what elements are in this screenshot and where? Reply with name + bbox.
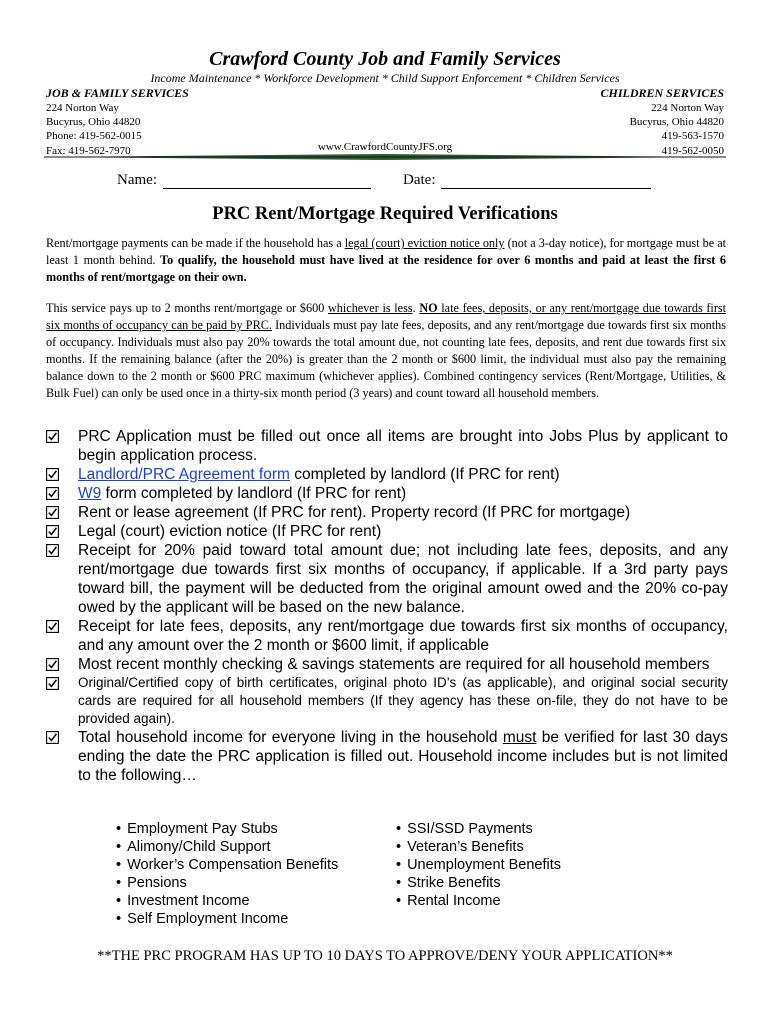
checkbox-checked-icon <box>46 522 78 538</box>
list-item: • Employment Pay Stubs <box>116 820 338 838</box>
document-title: PRC Rent/Mortgage Required Verifications <box>212 204 558 224</box>
list-item: • Unemployment Benefits <box>396 856 561 874</box>
checklist-item <box>46 465 728 484</box>
list-item: • Pensions <box>116 874 338 892</box>
agency-title: Crawford County Job and Family Services <box>209 48 561 70</box>
checkbox-checked-icon <box>46 427 78 443</box>
cs-fax: 419-562-0050 <box>661 144 724 157</box>
checklist-item <box>46 617 728 655</box>
header-divider-rule <box>44 154 726 160</box>
checklist-item-text: Receipt for 20% paid toward total amount due; not including late fees, deposits, and any rent/mortgage due towards first six months of occupancy, if applicable. If a 3rd party pays toward bill, the payment will be deducted from the original amount owed and the 20% co-pay owed by the applicant will be based on the new balance. <box>78 542 728 616</box>
para1-text: Rent/mortgage payments can be made if the household has a <box>46 236 345 250</box>
date-label: Date: <box>403 172 436 188</box>
para2-underlined-2: late fees, deposits, or any rent/mortgage due towards first six months of occupancy can be paid by PRC. <box>46 301 727 332</box>
para1-underlined: legal (court) eviction notice only <box>344 236 505 250</box>
checkbox-checked-icon <box>46 674 78 690</box>
checklist-item-text <box>78 465 728 484</box>
list-item: • Alimony/Child Support <box>116 838 338 856</box>
checklist-item <box>46 655 728 674</box>
eligibility-paragraph <box>46 235 726 286</box>
checklist-item <box>46 484 728 503</box>
checklist-item-rest: completed by landlord (If PRC for rent) <box>289 466 560 483</box>
checklist-item-text: Receipt for late fees, deposits, any rent/mortgage due towards first six months of occupancy, and any amount over the 2 month or $600 limit, if applicable <box>78 618 728 654</box>
checklist-item-text: Most recent monthly checking & savings statements are required for all household members <box>78 656 710 673</box>
para1-text-2: (not a 3-day notice), for mortgage must be at least 1 month behind. <box>46 236 726 267</box>
checklist-item-text: Legal (court) eviction notice (If PRC for rent) <box>78 523 382 540</box>
list-item: • Investment Income <box>116 892 338 910</box>
checklist-item <box>46 541 728 617</box>
para2-bold-no: NO <box>419 301 438 315</box>
list-item: • Strike Benefits <box>396 874 561 892</box>
income-must-underlined: must <box>502 729 537 746</box>
checklist-item-text <box>78 728 728 785</box>
checklist-item-text: Original/Certified copy of birth certificates, original photo ID’s (as applicable), and original social security cards are required for all household members (If they agency has these on-file, they do not have to be provided again). <box>78 675 728 726</box>
jfs-fax: Fax: 419-562-7970 <box>46 144 131 157</box>
jfs-city: Bucyrus, Ohio 44820 <box>46 116 141 129</box>
w9-form-link[interactable]: W9 <box>78 485 102 502</box>
checklist-item-rest: form completed by landlord (If PRC for rent) <box>101 485 407 502</box>
list-item: • Self Employment Income <box>116 910 338 928</box>
para1-bold-requirement: To qualify, the household must have lived at the residence for over 6 months and paid at least the first 6 months of rent/mortgage on their own. <box>46 252 726 284</box>
income-types-left-list <box>116 820 338 928</box>
agency-tagline: Income Maintenance * Workforce Development * Child Support Enforcement * Children Services <box>150 71 620 85</box>
name-field[interactable] <box>163 188 371 189</box>
cs-city: Bucyrus, Ohio 44820 <box>629 116 724 129</box>
checklist-item <box>46 674 728 728</box>
checkbox-checked-icon <box>46 617 78 633</box>
checklist-item <box>46 427 728 465</box>
checkbox-checked-icon <box>46 541 78 557</box>
checklist-item <box>46 728 728 785</box>
approval-timeline-note: **THE PRC PROGRAM HAS UP TO 10 DAYS TO APPROVE/DENY YOUR APPLICATION** <box>97 948 673 964</box>
jfs-phone: Phone: 419-562-0015 <box>46 130 142 143</box>
payment-limits-paragraph <box>46 300 726 401</box>
checkbox-checked-icon <box>46 503 78 519</box>
checkbox-checked-icon <box>46 484 78 500</box>
para2-text-3: Individuals must pay late fees, deposits, and any rent/mortgage due towards first six months of occupancy. Individuals must also pay 20% towards the total amount due, not counting late fees, deposits, and rent due towards first six months. If the remaining balance (after the 20%) is greater than the 2 month or $600 limit, the individual must also pay the remaining balance down to the 2 month or $600 PRC maximum (whichever applies). Combined contingency services (Rent/Mortgage, Utilities, & Bulk Fuel) can only be used once in a thirty-six month period (3 years) and count toward all household members. <box>46 317 726 400</box>
landlord-agreement-form-link[interactable]: Landlord/PRC Agreement form <box>78 466 290 483</box>
name-label: Name: <box>117 172 157 188</box>
checkbox-checked-icon <box>46 728 78 744</box>
cs-phone: 419-563-1570 <box>661 130 724 143</box>
checklist-item <box>46 503 728 522</box>
para2-underlined: whichever is less <box>328 301 413 315</box>
date-field[interactable] <box>441 188 651 189</box>
required-verifications-checklist <box>46 427 728 785</box>
checklist-item-text <box>78 484 728 503</box>
list-item: • Rental Income <box>396 892 561 910</box>
list-item: • Veteran’s Benefits <box>396 838 561 856</box>
jfs-street: 224 Norton Way <box>46 102 119 114</box>
income-text-2: be verified for last 30 days ending the date the PRC application is filled out. Household income includes but is not limited to the following… <box>78 729 728 784</box>
children-services-heading: CHILDREN SERVICES <box>600 86 724 100</box>
checklist-item <box>46 522 728 541</box>
website-link[interactable]: www.CrawfordCountyJFS.org <box>317 141 453 153</box>
income-types-right-list <box>396 820 561 910</box>
para2-text: This service pays up to 2 months rent/mortgage or $600 <box>46 301 328 315</box>
para2-text-2: . <box>412 301 420 315</box>
checkbox-checked-icon <box>46 655 78 671</box>
income-text: Total household income for everyone living in the household <box>78 729 503 746</box>
checkbox-checked-icon <box>46 465 78 481</box>
checklist-item-text: Rent or lease agreement (If PRC for rent). Property record (If PRC for mortgage) <box>78 504 631 521</box>
cs-street: 224 Norton Way <box>651 102 724 114</box>
list-item: • Worker’s Compensation Benefits <box>116 856 338 874</box>
list-item: • SSI/SSD Payments <box>396 820 561 838</box>
job-family-services-heading: JOB & FAMILY SERVICES <box>46 86 189 100</box>
checklist-item-text: PRC Application must be filled out once all items are brought into Jobs Plus by applicant to begin application process. <box>78 428 728 464</box>
